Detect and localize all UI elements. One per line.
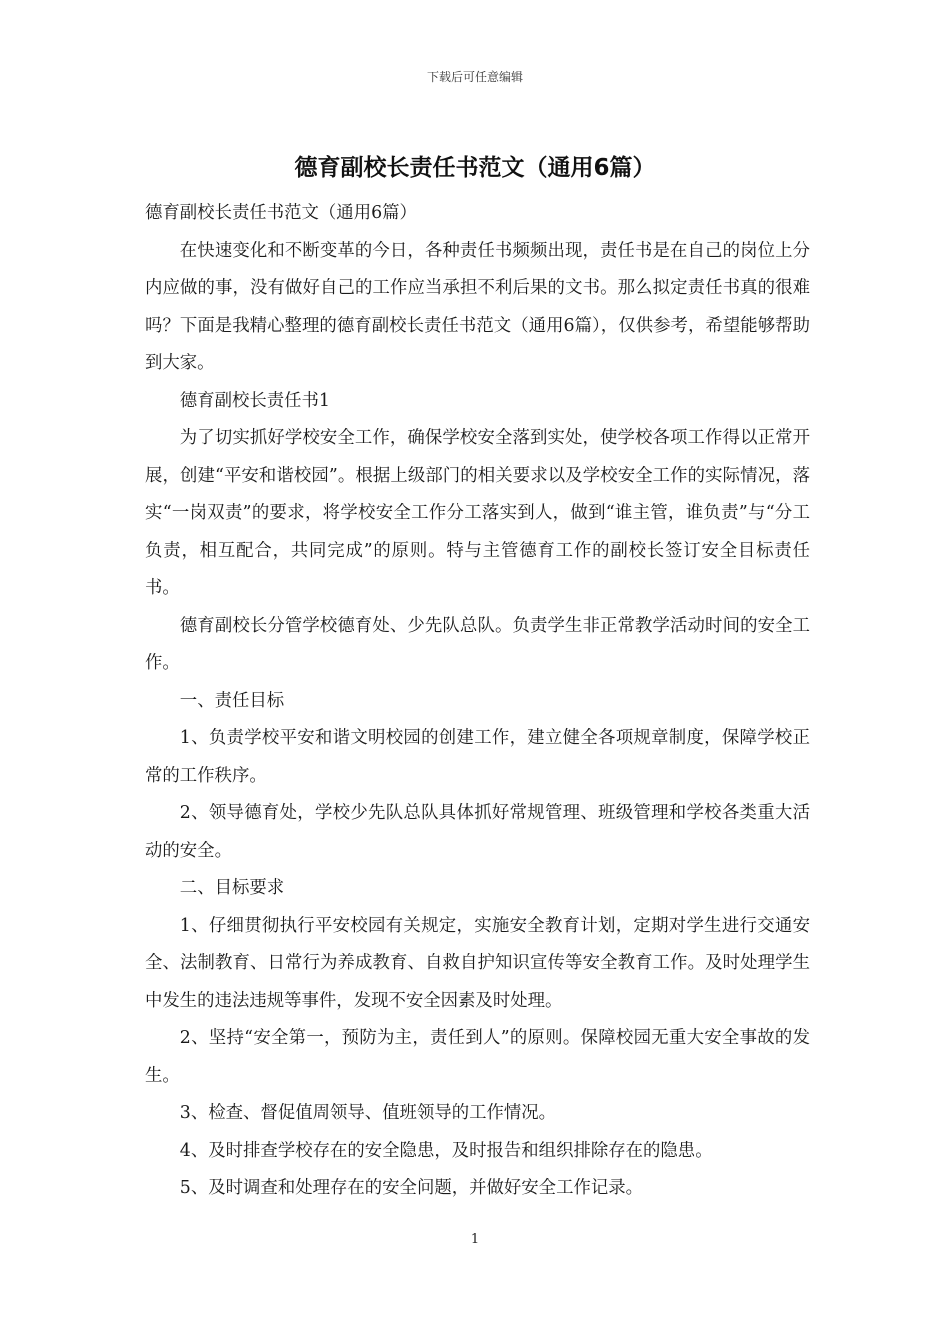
section-heading: 德育副校长责任书1	[179, 390, 330, 411]
body-paragraph: 为了切实抓好学校安全工作，确保学校安全落到实处，使学校各项工作得以正常开展，创建“平安和谐校园”。根据上级部门的相关要求以及学校安全工作的实际情况，落实“一岗双责”的要求，将学校安全工作分工落实到人，做到“谁主管，谁负责”与“分工负责，相互配合，共同完成”的原则。特与主管德育工作的副校长签订安全目标责任书。	[145, 428, 810, 598]
document-body	[145, 195, 810, 1208]
list-item: 2、领导德育处，学校少先队总队具体抓好常规管理、班级管理和学校各类重大活动的安全。	[145, 803, 810, 861]
intro-paragraph: 在快速变化和不断变革的今日，各种责任书频频出现，责任书是在自己的岗位上分内应做的事，没有做好自己的工作应当承担不利后果的文书。那么拟定责任书真的很难吗？下面是我精心整理的德育副校长责任书范文（通用6篇），仅供参考，希望能够帮助到大家。	[145, 240, 810, 373]
list-item: 5、及时调查和处理存在的安全问题，并做好安全工作记录。	[179, 1178, 644, 1198]
document-title: 德育副校长责任书范文（通用6篇）	[294, 155, 656, 181]
section-heading: 一、责任目标	[179, 690, 285, 711]
list-item: 2、坚持“安全第一，预防为主，责任到人”的原则。保障校园无重大安全事故的发生。	[145, 1028, 810, 1086]
subtitle-paragraph: 德育副校长责任书范文（通用6篇）	[145, 203, 417, 223]
section-heading: 二、目标要求	[179, 878, 285, 898]
list-item: 3、检查、督促值周领导、值班领导的工作情况。	[179, 1103, 557, 1123]
body-paragraph: 德育副校长分管学校德育处、少先队总队。负责学生非正常教学活动时间的安全工作。	[145, 615, 810, 673]
page-number: 1	[470, 1232, 480, 1247]
header-note: 下载后可任意编辑	[426, 70, 523, 84]
list-item: 1、仔细贯彻执行平安校园有关规定，实施安全教育计划，定期对学生进行交通安全、法制教育、日常行为养成教育、自救自护知识宣传等安全教育工作。及时处理学生中发生的违法违规等事件，发现不安全因素及时处理。	[145, 915, 810, 1011]
list-item: 4、及时排查学校存在的安全隐患，及时报告和组织排除存在的隐患。	[179, 1140, 713, 1161]
list-item: 1、负责学校平安和谐文明校园的创建工作，建立健全各项规章制度，保障学校正常的工作秩序。	[145, 728, 810, 786]
